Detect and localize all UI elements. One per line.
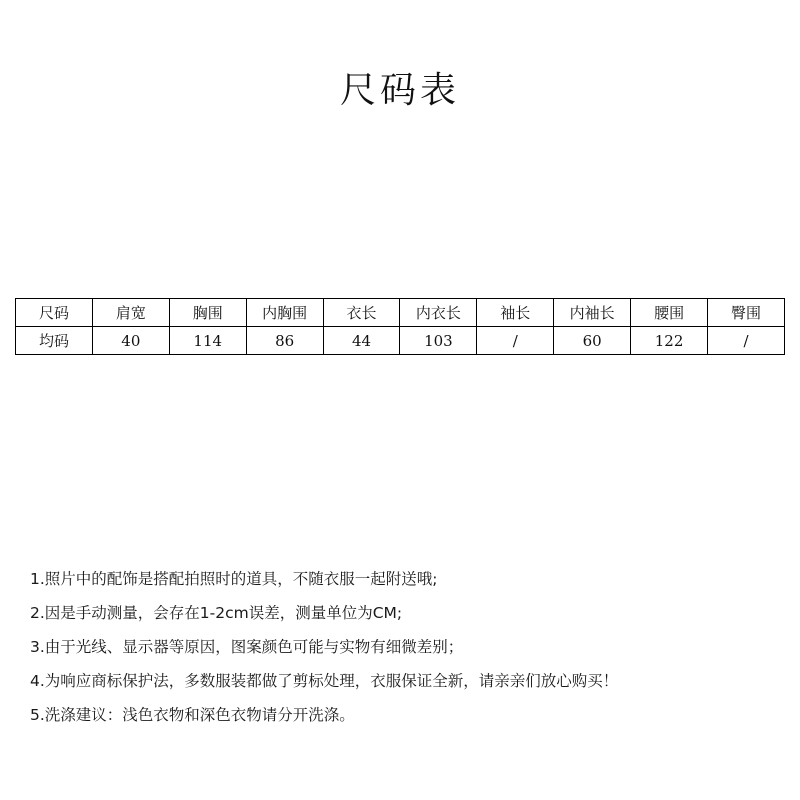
header-length: 衣长 bbox=[323, 299, 400, 327]
cell-hip: / bbox=[708, 327, 785, 355]
page-title: 尺码表 bbox=[339, 70, 460, 111]
note-item: 3.由于光线、显示器等原因，图案颜色可能与实物有细微差别； bbox=[30, 638, 464, 656]
size-table bbox=[15, 298, 785, 355]
table-header-row bbox=[16, 299, 785, 327]
note-item: 5.洗涤建议：浅色衣物和深色衣物请分开洗涤。 bbox=[30, 706, 355, 724]
table-row bbox=[16, 327, 785, 355]
header-sleeve: 袖长 bbox=[477, 299, 554, 327]
cell-length: 44 bbox=[323, 327, 400, 355]
header-inner-chest: 内胸围 bbox=[246, 299, 323, 327]
header-chest: 胸围 bbox=[169, 299, 246, 327]
cell-inner-chest: 86 bbox=[246, 327, 323, 355]
note-item: 1.照片中的配饰是搭配拍照时的道具，不随衣服一起附送哦; bbox=[30, 570, 438, 588]
cell-waist: 122 bbox=[631, 327, 708, 355]
header-hip: 臀围 bbox=[708, 299, 785, 327]
header-size: 尺码 bbox=[16, 299, 93, 327]
header-inner-sleeve: 内袖长 bbox=[554, 299, 631, 327]
note-item: 4.为响应商标保护法，多数服装都做了剪标处理，衣服保证全新，请亲亲们放心购买！ bbox=[30, 672, 619, 690]
cell-chest: 114 bbox=[169, 327, 246, 355]
cell-shoulder-width: 40 bbox=[92, 327, 169, 355]
cell-size: 均码 bbox=[16, 327, 93, 355]
header-inner-length: 内衣长 bbox=[400, 299, 477, 327]
header-waist: 腰围 bbox=[631, 299, 708, 327]
header-shoulder-width: 肩宽 bbox=[92, 299, 169, 327]
cell-inner-length: 103 bbox=[400, 327, 477, 355]
note-item: 2.因是手动测量，会存在1-2cm误差，测量单位为CM; bbox=[30, 604, 403, 622]
notes-list bbox=[30, 562, 780, 732]
cell-sleeve: / bbox=[477, 327, 554, 355]
cell-inner-sleeve: 60 bbox=[554, 327, 631, 355]
